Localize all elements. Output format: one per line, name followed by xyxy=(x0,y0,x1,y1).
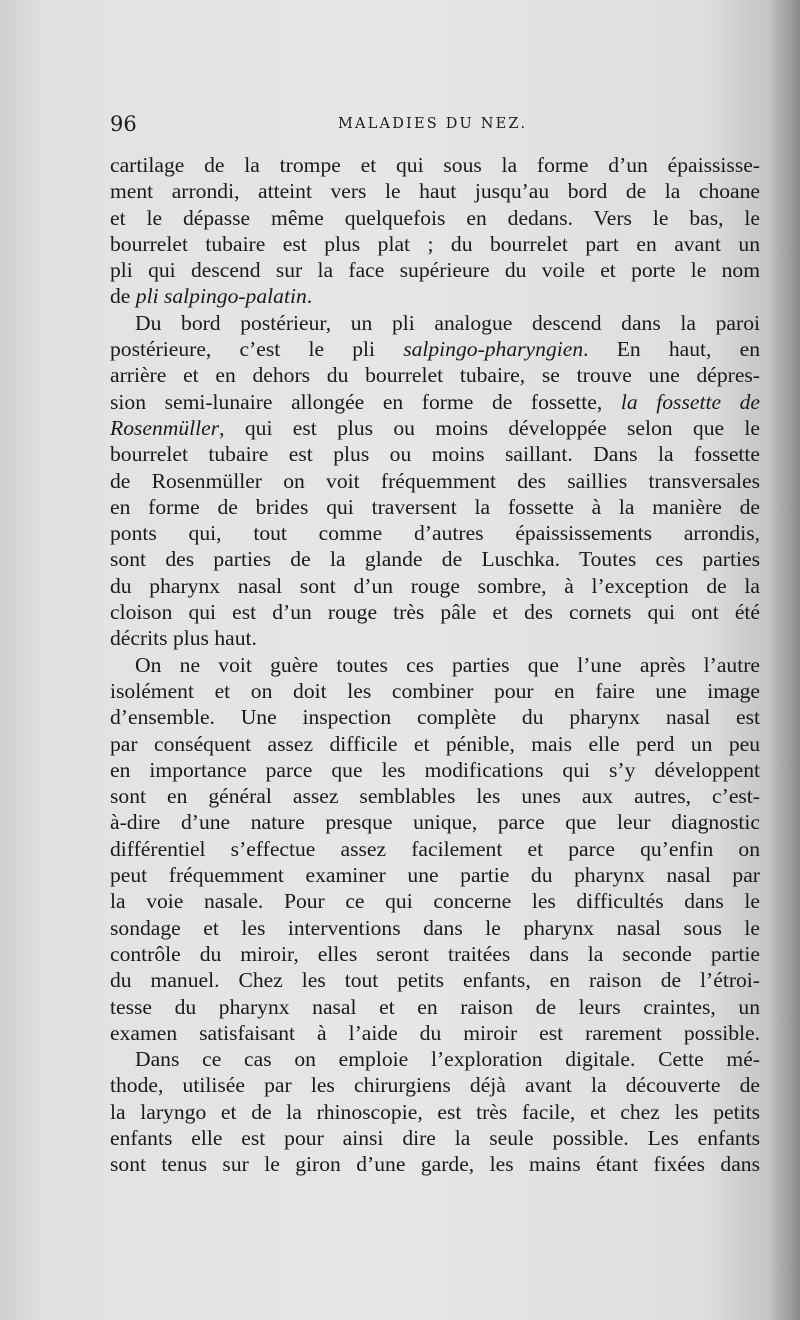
text-line: sondage et les interventions dans le pharynx nasal sous le xyxy=(110,915,760,940)
text-line: la voie nasale. Pour ce qui concerne les difficultés dans le xyxy=(110,889,760,914)
text-line: la laryngo et de la rhinoscopie, est très facile, et chez les petits xyxy=(110,1099,760,1124)
text-line: bourrelet tubaire est plus plat ; du bourrelet part en avant un xyxy=(110,231,760,256)
text-line: en forme de brides qui traversent la fossette à la manière de xyxy=(110,494,760,519)
italic-term: la fossette de xyxy=(620,389,760,414)
text-line: thode, utilisée par les chirurgiens déjà avant la découverte de xyxy=(110,1073,760,1098)
text-line: sont en général assez semblables les unes aux autres, c’est- xyxy=(110,784,760,809)
italic-term: pli salpingo-palatin xyxy=(135,284,307,309)
text-line: Du bord postérieur, un pli analogue descend dans la paroi xyxy=(135,310,760,335)
text-line: de pli salpingo-palatin. xyxy=(110,284,313,309)
text-line: Rosenmüller, qui est plus ou moins développée selon que le xyxy=(110,415,760,440)
text-line: cartilage de la trompe et qui sous la forme d’un épaississe- xyxy=(110,153,760,177)
text-line: d’ensemble. Une inspection complète du pharynx nasal est xyxy=(110,705,760,730)
text-line: ponts qui, tout comme d’autres épaississements arrondis, xyxy=(110,521,760,546)
text-line: examen satisfaisant à l’aide du miroir est rarement possible. xyxy=(110,1020,760,1045)
text-line: sion semi-lunaire allongée en forme de fossette, la fossette de xyxy=(110,389,760,414)
italic-term: salpingo-pharyngien xyxy=(403,337,584,362)
page-number: 96 xyxy=(110,112,137,136)
body-text xyxy=(110,152,760,1178)
text-line: du manuel. Chez les tout petits enfants, en raison de l’étroi- xyxy=(110,968,760,993)
text-line: ment arrondi, atteint vers le haut jusqu’au bord de la choane xyxy=(110,179,760,204)
text-line: en importance parce que les modifications qui s’y développent xyxy=(110,757,760,782)
text-line: Dans ce cas on emploie l’exploration digitale. Cette mé- xyxy=(135,1047,760,1072)
text-line: différentiel s’effectue assez facilement et parce qu’enfin on xyxy=(110,836,760,861)
text-line: postérieure, c’est le pli salpingo-pharyngien. En haut, en xyxy=(110,337,761,362)
text-line: pli qui descend sur la face supérieure du voile et porte le nom xyxy=(110,258,760,283)
text-line: peut fréquemment examiner une partie du pharynx nasal par xyxy=(110,863,760,888)
italic-term: Rosenmüller xyxy=(110,415,220,440)
text-line: tesse du pharynx nasal et en raison de leurs craintes, un xyxy=(110,994,760,1019)
text-line: sont tenus sur le giron d’une garde, les mains étant fixées dans xyxy=(110,1152,760,1177)
text-line: et le dépasse même quelquefois en dedans. Vers le bas, le xyxy=(110,205,760,230)
text-line: isolément et on doit les combiner pour en faire une image xyxy=(110,678,760,703)
running-title: MALADIES DU NEZ. xyxy=(338,116,528,132)
text-line: de Rosenmüller on voit fréquemment des saillies transversales xyxy=(110,468,760,493)
text-line: enfants elle est pour ainsi dire la seule possible. Les enfants xyxy=(110,1125,760,1150)
text-line: à-dire d’une nature presque unique, parce que leur diagnostic xyxy=(110,810,760,835)
text-line: arrière et en dehors du bourrelet tubaire, se trouve une dépres- xyxy=(110,363,760,388)
text-line: cloison qui est d’un rouge très pâle et des cornets qui ont été xyxy=(110,600,760,625)
text-line: sont des parties de la glande de Luschka. Toutes ces parties xyxy=(110,547,760,572)
text-line: On ne voit guère toutes ces parties que l’une après l’autre xyxy=(135,652,760,677)
page-header xyxy=(110,112,760,142)
text-line: bourrelet tubaire est plus ou moins saillant. Dans la fossette xyxy=(110,442,760,467)
text-line: par conséquent assez difficile et pénible, mais elle perd un peu xyxy=(110,731,760,756)
text-line: contrôle du miroir, elles seront traitées dans la seconde partie xyxy=(110,941,760,966)
text-line: du pharynx nasal sont d’un rouge sombre, à l’exception de la xyxy=(110,573,760,598)
text-line: décrits plus haut. xyxy=(110,626,257,651)
